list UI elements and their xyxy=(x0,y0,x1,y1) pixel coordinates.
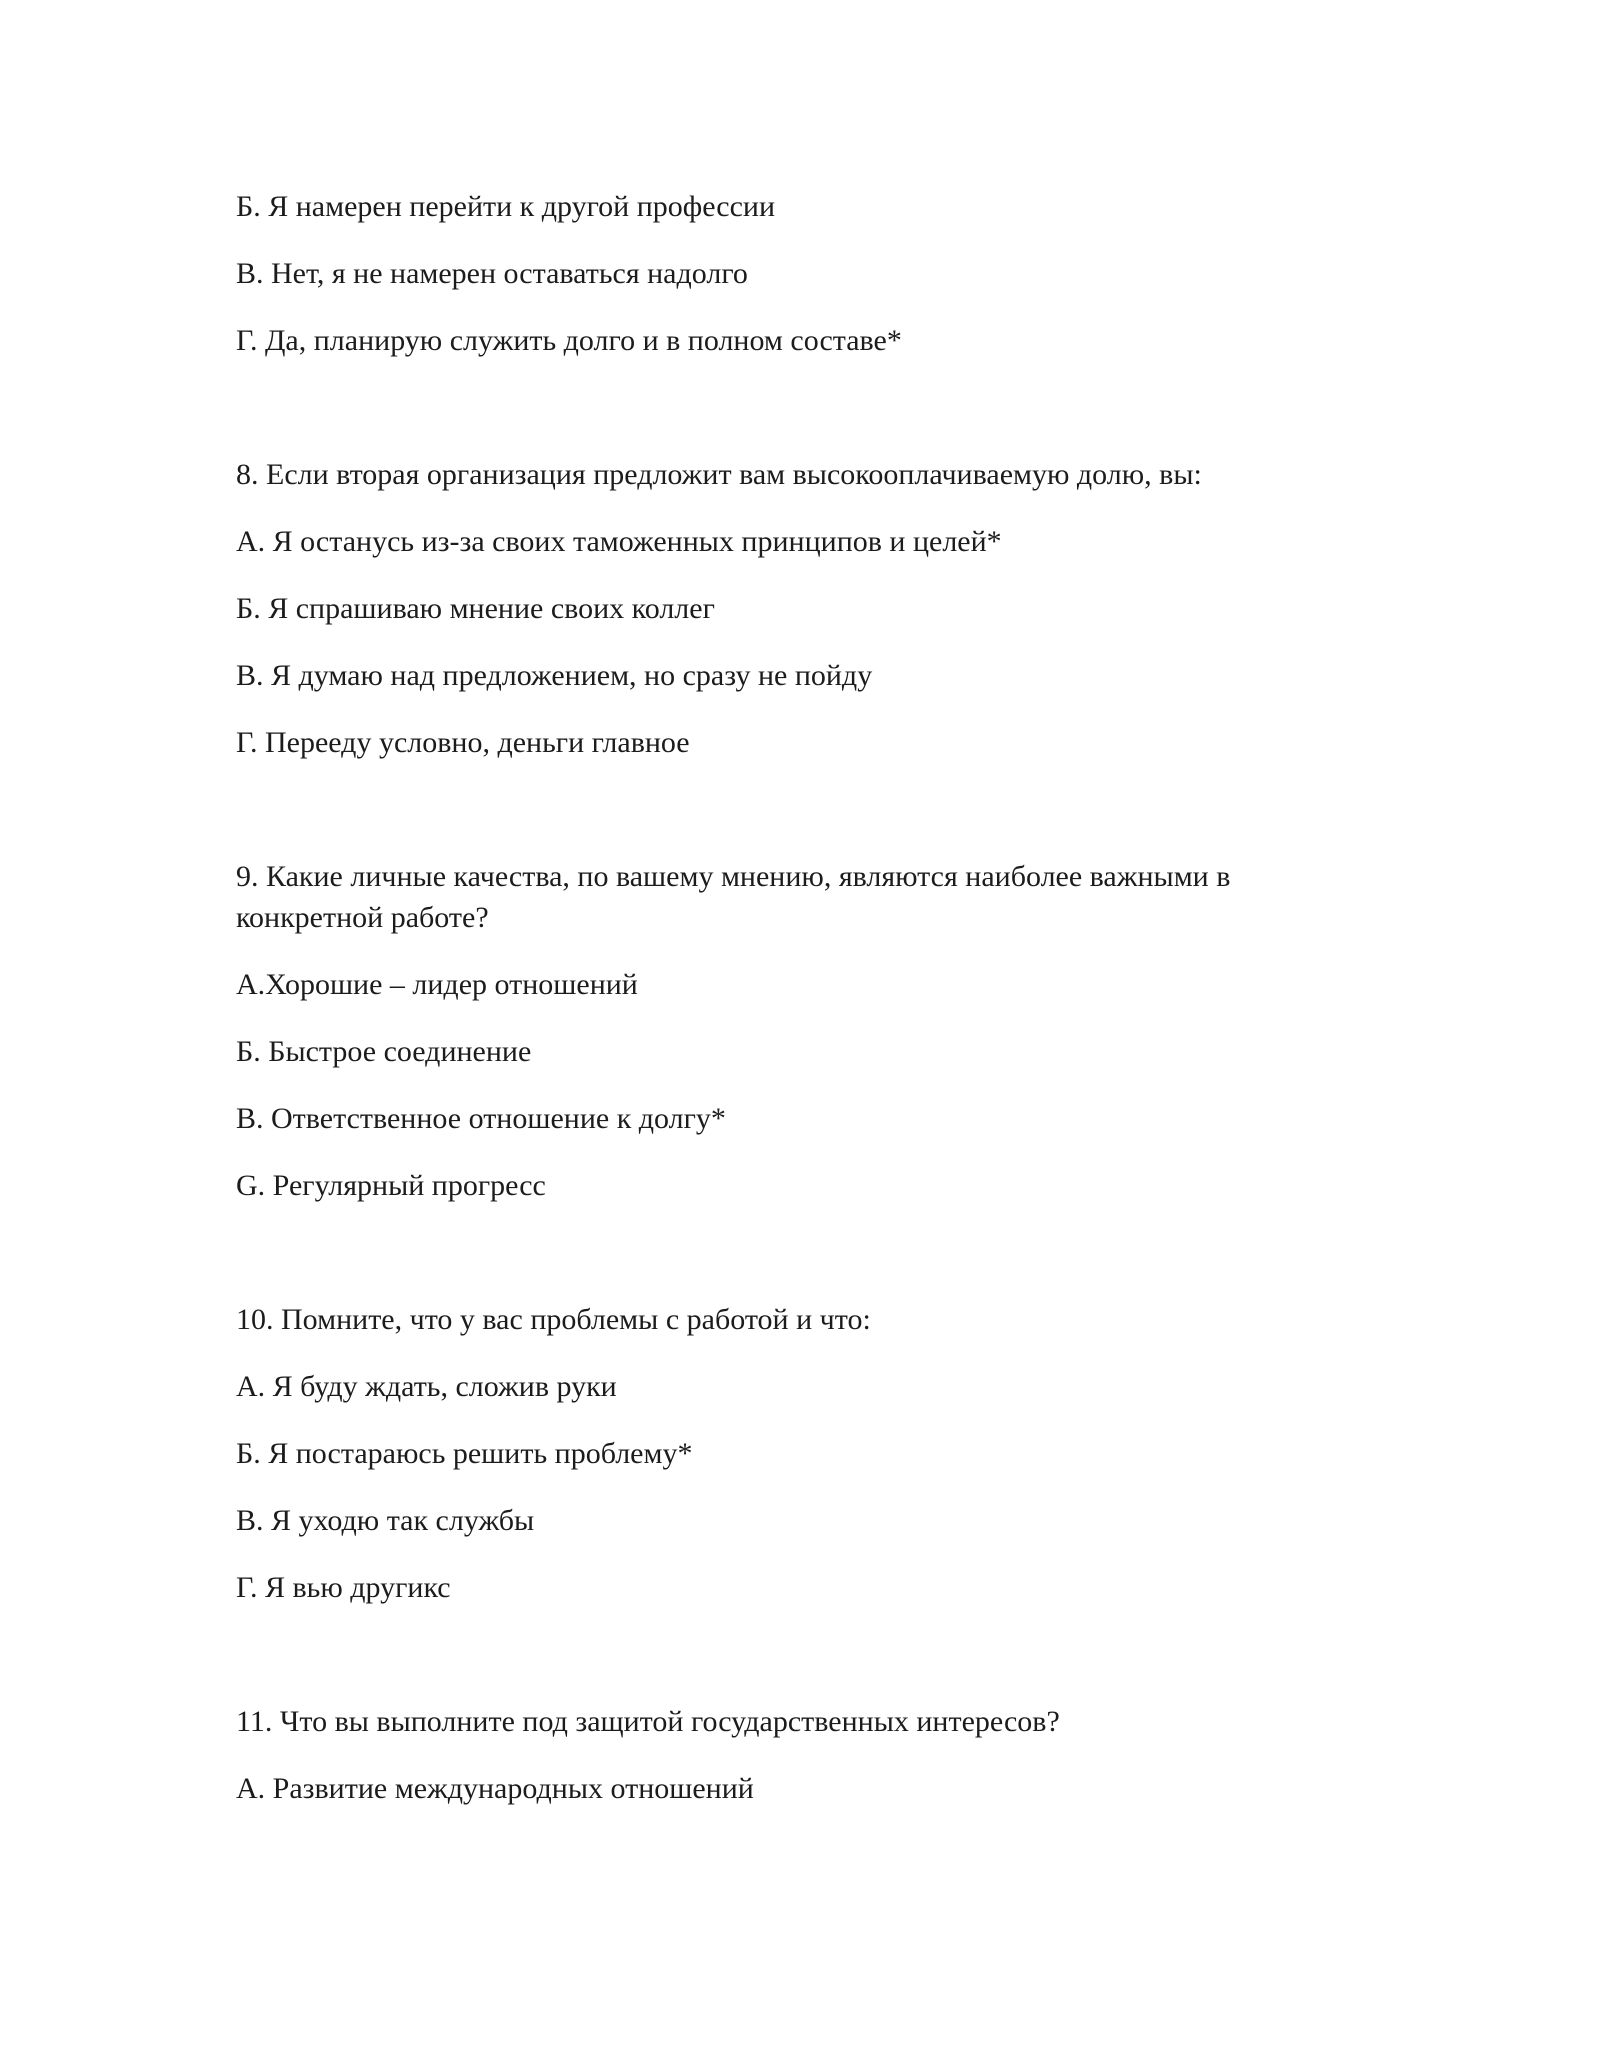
answer-option: G. Регулярный прогресс xyxy=(236,1169,546,1202)
answer-option: А. Я останусь из-за своих таможенных принципов и целей* xyxy=(236,525,1002,558)
answer-option: Б. Я спрашиваю мнение своих коллег xyxy=(236,592,715,625)
answer-option: Б. Я намерен перейти к другой профессии xyxy=(236,190,776,223)
question-10 xyxy=(236,1299,1376,1608)
spacer xyxy=(236,387,1376,454)
answer-option: Б. Быстрое соединение xyxy=(236,1035,532,1068)
spacer xyxy=(236,1634,1376,1701)
question-text: 11. Что вы выполните под защитой государственных интересов? xyxy=(236,1705,1060,1738)
question-11 xyxy=(236,1701,1376,1809)
answer-option: Г. Я вью другикс xyxy=(236,1571,451,1604)
answer-option: В. Ответственное отношение к долгу* xyxy=(236,1102,726,1135)
answer-option: В. Я думаю над предложением, но сразу не пойду xyxy=(236,659,873,692)
question-9 xyxy=(236,856,1376,1206)
spacer xyxy=(236,1232,1376,1299)
question-text: 9. Какие личные качества, по вашему мнению, являются наиболее важными в конкретной работе? xyxy=(236,860,1231,934)
answer-option: В. Я уходю так службы xyxy=(236,1504,535,1537)
question-text: 10. Помните, что у вас проблемы с работой и что: xyxy=(236,1303,871,1336)
answer-option: А. Я буду ждать, сложив руки xyxy=(236,1370,617,1403)
question-text: 8. Если вторая организация предложит вам высокооплачиваемую долю, вы: xyxy=(236,458,1202,491)
document-body xyxy=(236,186,1376,1835)
question-8 xyxy=(236,454,1376,763)
question-7-continued xyxy=(236,186,1376,361)
answer-option: Г. Да, планирую служить долго и в полном составе* xyxy=(236,324,902,357)
answer-option: А.Хорошие – лидер отношений xyxy=(236,968,638,1001)
answer-option: Г. Перееду условно, деньги главное xyxy=(236,726,690,759)
answer-option: А. Развитие международных отношений xyxy=(236,1772,754,1805)
spacer xyxy=(236,789,1376,856)
answer-option: В. Нет, я не намерен оставаться надолго xyxy=(236,257,748,290)
answer-option: Б. Я постараюсь решить проблему* xyxy=(236,1437,693,1470)
